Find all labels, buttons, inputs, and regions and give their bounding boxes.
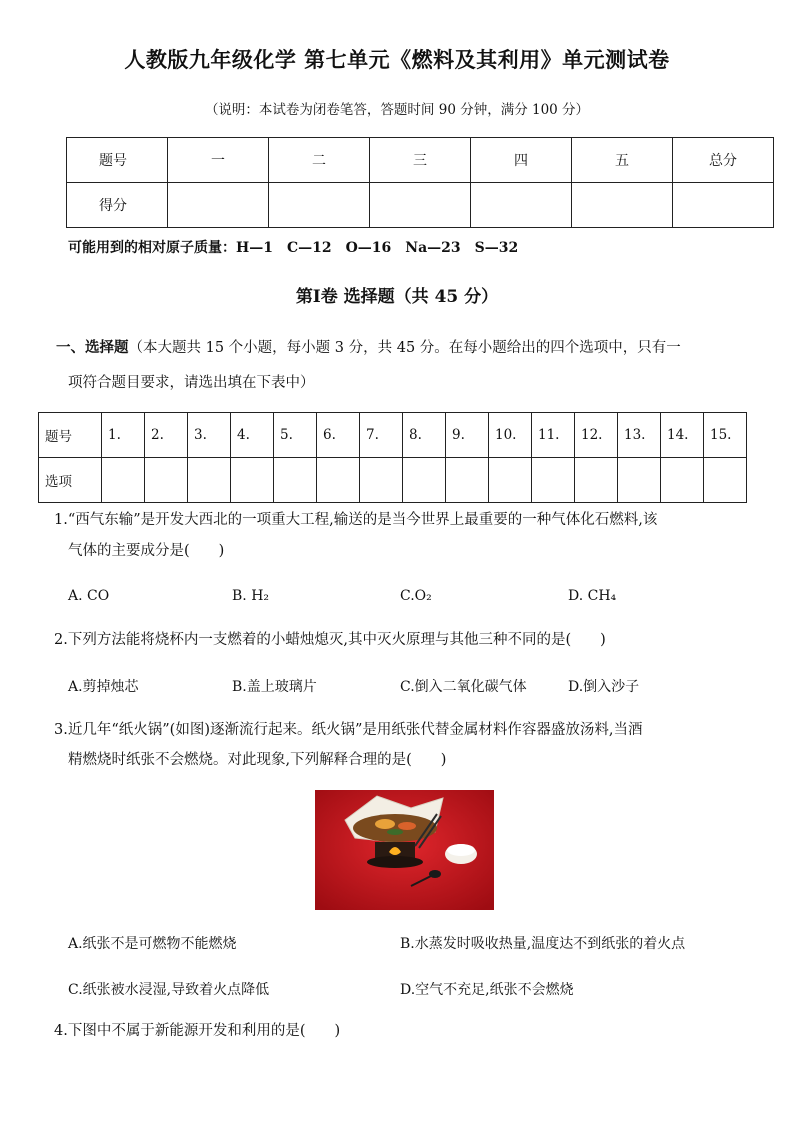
answer-number: 8. <box>403 413 446 458</box>
answer-cell[interactable] <box>102 458 145 503</box>
q4-stem: 4.下图中不属于新能源开发和利用的是( ) <box>54 1023 341 1039</box>
answer-cell[interactable] <box>274 458 317 503</box>
score-header-cell: 总分 <box>673 138 774 183</box>
q1-option-b[interactable]: B. H₂ <box>232 588 270 604</box>
answer-cell[interactable] <box>360 458 403 503</box>
score-cell[interactable] <box>168 183 269 228</box>
score-value-row <box>67 183 774 228</box>
score-header-cell: 题号 <box>67 138 168 183</box>
score-row-label: 得分 <box>67 183 168 228</box>
score-header-cell: 三 <box>370 138 471 183</box>
part1-desc: （本大题共 15 个小题，每小题 3 分，共 45 分。在每小题给出的四个选项中，只有一 <box>128 340 681 356</box>
q1-option-c[interactable]: C.O₂ <box>400 588 432 604</box>
answer-number: 9. <box>446 413 489 458</box>
score-cell[interactable] <box>370 183 471 228</box>
q2-option-b[interactable]: B.盖上玻璃片 <box>232 679 317 695</box>
answer-cell[interactable] <box>489 458 532 503</box>
q3-option-c[interactable]: C.纸张被水浸湿,导致着火点降低 <box>68 982 270 998</box>
score-cell[interactable] <box>572 183 673 228</box>
paper-hotpot-photo <box>315 790 494 910</box>
answer-number: 2. <box>145 413 188 458</box>
answer-number: 4. <box>231 413 274 458</box>
answer-number: 6. <box>317 413 360 458</box>
paper-hotpot-illustration <box>315 790 494 910</box>
answer-cell[interactable] <box>231 458 274 503</box>
part1-heading: 一、选择题 <box>56 339 129 356</box>
answer-number: 10. <box>489 413 532 458</box>
answer-number: 1. <box>102 413 145 458</box>
answer-header-label: 题号 <box>39 413 102 458</box>
answer-number: 11. <box>532 413 575 458</box>
answer-number: 12. <box>575 413 618 458</box>
answer-cell[interactable] <box>618 458 661 503</box>
score-cell[interactable] <box>471 183 572 228</box>
answer-cell[interactable] <box>532 458 575 503</box>
q3-option-d[interactable]: D.空气不充足,纸张不会燃烧 <box>400 982 574 998</box>
score-header-cell: 五 <box>572 138 673 183</box>
q2-option-c[interactable]: C.倒入二氧化碳气体 <box>400 679 527 695</box>
answer-cell[interactable] <box>188 458 231 503</box>
q2-option-a[interactable]: A.剪掉烛芯 <box>68 679 139 695</box>
answer-number: 3. <box>188 413 231 458</box>
q3-option-a[interactable]: A.纸张不是可燃物不能燃烧 <box>68 936 237 952</box>
score-header-cell: 四 <box>471 138 572 183</box>
score-header-row <box>67 138 774 183</box>
answer-choice-row <box>39 458 747 503</box>
q3-stem-line2: 精燃烧时纸张不会燃烧。对此现象,下列解释合理的是( ) <box>68 752 447 768</box>
q1-option-a[interactable]: A. CO <box>68 588 110 604</box>
answer-cell[interactable] <box>145 458 188 503</box>
answer-table <box>38 412 747 503</box>
q3-stem: 3.近几年“纸火锅”(如图)逐渐流行起来。纸火锅”是用纸张代替金属材料作容器盛放汤料,当酒 <box>54 722 643 738</box>
answer-cell[interactable] <box>317 458 360 503</box>
answer-cell[interactable] <box>446 458 489 503</box>
q1-option-d[interactable]: D. CH₄ <box>568 588 617 604</box>
section-title: 第Ⅰ卷 选择题（共 45 分） <box>295 287 499 307</box>
answer-cell[interactable] <box>704 458 747 503</box>
answer-cell[interactable] <box>403 458 446 503</box>
q2-option-d[interactable]: D.倒入沙子 <box>568 679 640 695</box>
score-cell[interactable] <box>673 183 774 228</box>
answer-row-label: 选项 <box>39 458 102 503</box>
score-cell[interactable] <box>269 183 370 228</box>
answer-cell[interactable] <box>575 458 618 503</box>
answer-number: 14. <box>661 413 704 458</box>
answer-number: 13. <box>618 413 661 458</box>
score-header-cell: 二 <box>269 138 370 183</box>
answer-number: 5. <box>274 413 317 458</box>
answer-cell[interactable] <box>661 458 704 503</box>
score-header-cell: 一 <box>168 138 269 183</box>
q1-stem: 1.“西气东输”是开发大西北的一项重大工程,输送的是当今世界上最重要的一种气体化石燃料,该 <box>54 512 658 528</box>
atomic-mass-line: 可能用到的相对原子质量：H—1 C—12 O—16 Na—23 S—32 <box>68 240 519 256</box>
answer-header-row <box>39 413 747 458</box>
q1-stem-line2: 气体的主要成分是( ) <box>68 543 225 559</box>
part1-desc-line2: 项符合题目要求，请选出填在下表中） <box>68 375 315 391</box>
part1-intro <box>56 333 681 363</box>
answer-number: 7. <box>360 413 403 458</box>
q3-option-b[interactable]: B.水蒸发时吸收热量,温度达不到纸张的着火点 <box>400 936 686 952</box>
q2-stem: 2.下列方法能将烧杯内一支燃着的小蜡烛熄灭,其中灭火原理与其他三种不同的是( ) <box>54 632 606 648</box>
answer-number: 15. <box>704 413 747 458</box>
page-title: 人教版九年级化学 第七单元《燃料及其利用》单元测试卷 <box>124 47 670 72</box>
score-table <box>66 137 774 228</box>
exam-note: （说明：本试卷为闭卷笔答，答题时间 90 分钟，满分 100 分） <box>204 102 590 118</box>
